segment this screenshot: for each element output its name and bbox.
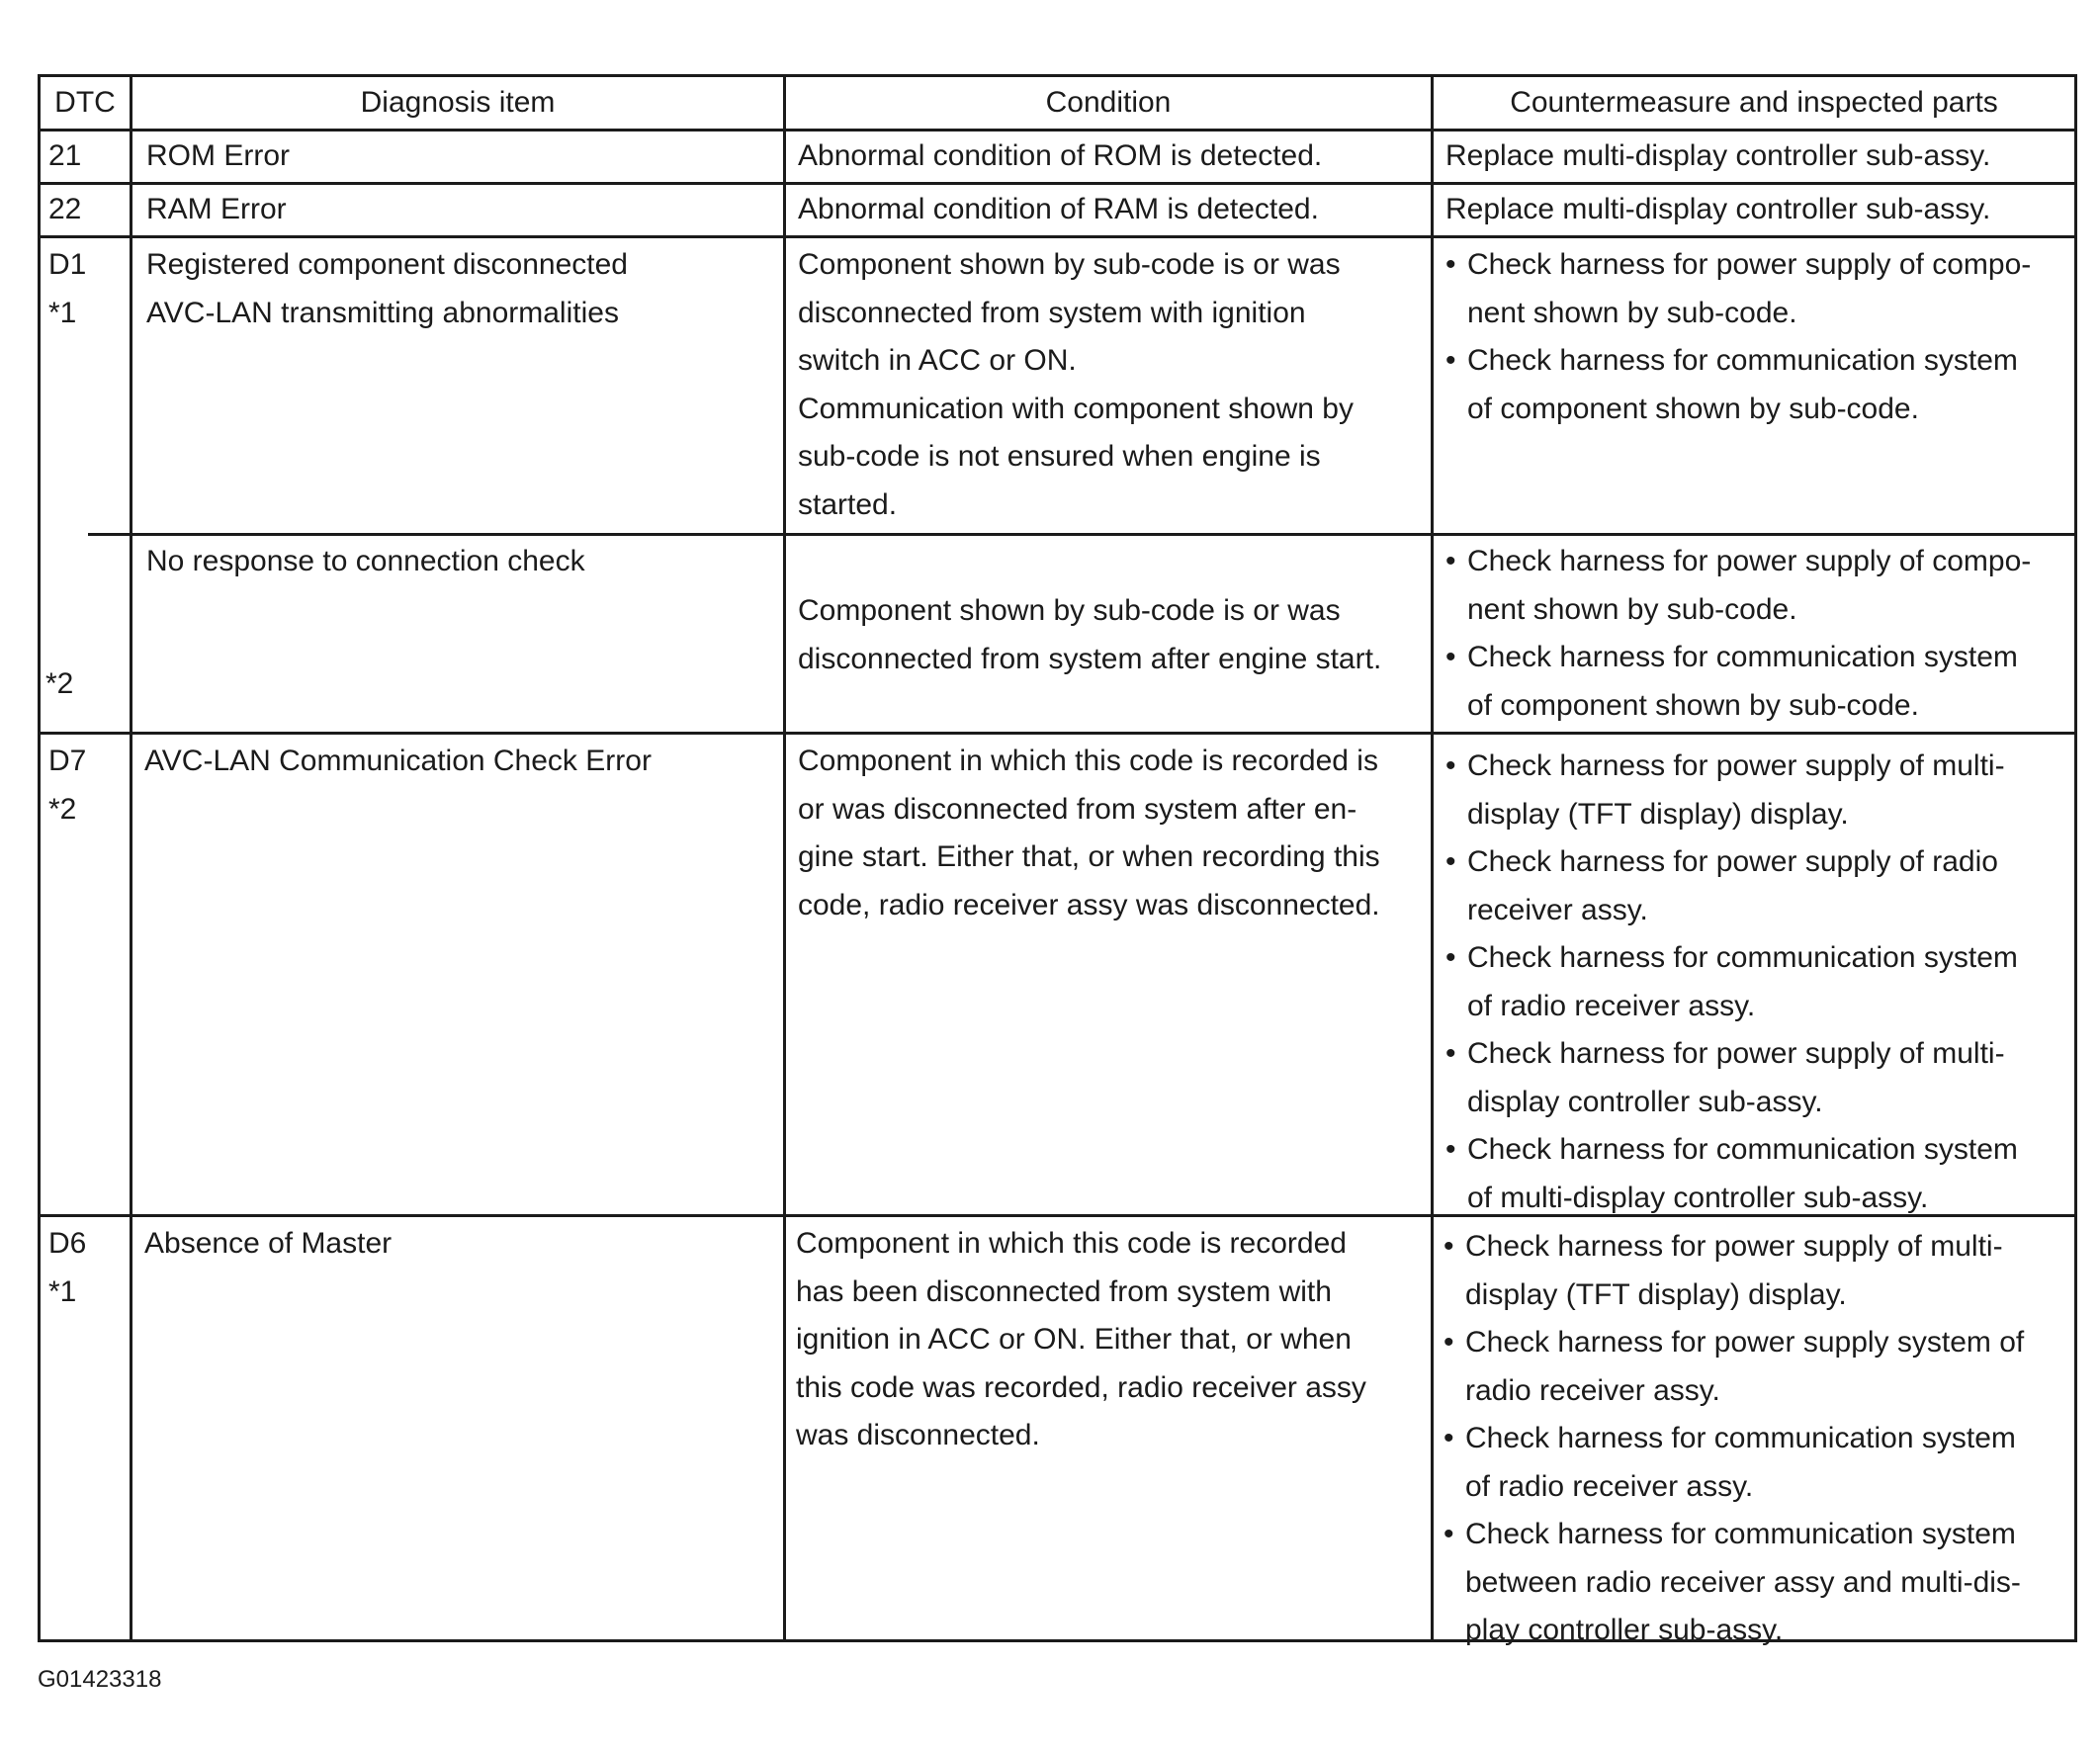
countermeasure-item: • Check harness for power supply of compo- nent shown by sub-code. bbox=[1445, 538, 2031, 634]
dtc-code bbox=[48, 241, 86, 337]
countermeasure-item: • Check harness for communication system of component shown by sub-code. bbox=[1445, 337, 2031, 433]
row-divider bbox=[41, 182, 2074, 185]
diagnosis-item: Registered component disconnected AVC-LAN transmitting abnormalities bbox=[146, 248, 628, 329]
row-divider bbox=[88, 533, 2074, 536]
dtc-code-value: D7 bbox=[48, 745, 87, 777]
countermeasure-item: • Check harness for communication system of radio receiver assy. bbox=[1445, 934, 2018, 1030]
dtc-code-value: D1 bbox=[48, 248, 87, 281]
countermeasure-item: • Check harness for power supply of compo- nent shown by sub-code. bbox=[1445, 241, 2031, 337]
countermeasure-item: • Check harness for communication system between radio receiver assy and multi-dis- play controller sub-assy. bbox=[1444, 1511, 2024, 1655]
condition-text: Component shown by sub-code is or was disconnected from system with ignition switch in ACC or ON. Communication with component shown by sub-code is not ensured when engine is started. bbox=[798, 248, 1354, 521]
countermeasure-item: • Check harness for power supply of multi- display controller sub-assy. bbox=[1445, 1030, 2018, 1126]
countermeasure-list bbox=[1445, 743, 2018, 1222]
countermeasure-item: • Check harness for power supply of radio receiver assy. bbox=[1445, 838, 2018, 934]
countermeasure-item: • Check harness for communication system of radio receiver assy. bbox=[1444, 1415, 2024, 1511]
diagnosis-item: ROM Error bbox=[146, 139, 290, 172]
header-diagnosis-item: Diagnosis item bbox=[360, 86, 556, 119]
condition-text: Abnormal condition of RAM is detected. bbox=[798, 193, 1319, 225]
column-divider bbox=[1431, 77, 1434, 1639]
row-divider bbox=[41, 129, 2074, 132]
diagnosis-item: RAM Error bbox=[146, 193, 287, 225]
figure-id: G01423318 bbox=[38, 1666, 162, 1693]
countermeasure-list bbox=[1445, 241, 2031, 433]
countermeasure-list bbox=[1445, 538, 2031, 730]
column-divider bbox=[130, 77, 132, 1639]
countermeasure-item: • Check harness for power supply of multi- display (TFT display) display. bbox=[1445, 743, 2018, 838]
countermeasure-list bbox=[1444, 1223, 2024, 1655]
dtc-code-value: D6 bbox=[48, 1227, 87, 1260]
column-divider bbox=[783, 77, 786, 1639]
dtc-note: *2 bbox=[48, 792, 77, 826]
condition-text: Component in which this code is recorded has been disconnected from system with ignition in ACC or ON. Either that, or when this code was recorded, radio receiver assy was disconnected. bbox=[796, 1227, 1366, 1451]
dtc-note: *2 bbox=[45, 667, 74, 700]
diagnosis-item: Absence of Master bbox=[144, 1227, 393, 1260]
countermeasure-text: Replace multi-display controller sub-assy. bbox=[1445, 193, 1991, 225]
countermeasure-item: • Check harness for power supply system of radio receiver assy. bbox=[1444, 1319, 2024, 1415]
diagnosis-item: No response to connection check bbox=[146, 545, 585, 577]
countermeasure-text: Replace multi-display controller sub-assy. bbox=[1445, 139, 1991, 172]
row-divider bbox=[41, 235, 2074, 238]
header-condition: Condition bbox=[1045, 86, 1172, 119]
countermeasure-item: • Check harness for communication system of component shown by sub-code. bbox=[1445, 634, 2031, 730]
countermeasure-item: • Check harness for power supply of multi- display (TFT display) display. bbox=[1444, 1223, 2024, 1319]
header-dtc: DTC bbox=[54, 86, 116, 119]
condition-text: Component in which this code is recorded is or was disconnected from system after en- gine start. Either that, or when recording this code, radio receiver assy was disconnected. bbox=[798, 745, 1380, 921]
dtc-code: 21 bbox=[48, 139, 82, 172]
dtc-note: *1 bbox=[48, 296, 77, 329]
dtc-code bbox=[48, 738, 86, 834]
countermeasure-item: • Check harness for communication system of multi-display controller sub-assy. bbox=[1445, 1126, 2018, 1222]
condition-text: Component shown by sub-code is or was disconnected from system after engine start. bbox=[798, 594, 1382, 675]
row-divider bbox=[41, 732, 2074, 735]
diagnosis-item: AVC-LAN Communication Check Error bbox=[144, 745, 652, 777]
dtc-table bbox=[38, 74, 2077, 1646]
condition-text: Abnormal condition of ROM is detected. bbox=[798, 139, 1323, 172]
dtc-note: *1 bbox=[48, 1274, 77, 1308]
dtc-code bbox=[48, 1220, 86, 1316]
header-countermeasure: Countermeasure and inspected parts bbox=[1510, 86, 1998, 119]
dtc-code: 22 bbox=[48, 193, 82, 225]
